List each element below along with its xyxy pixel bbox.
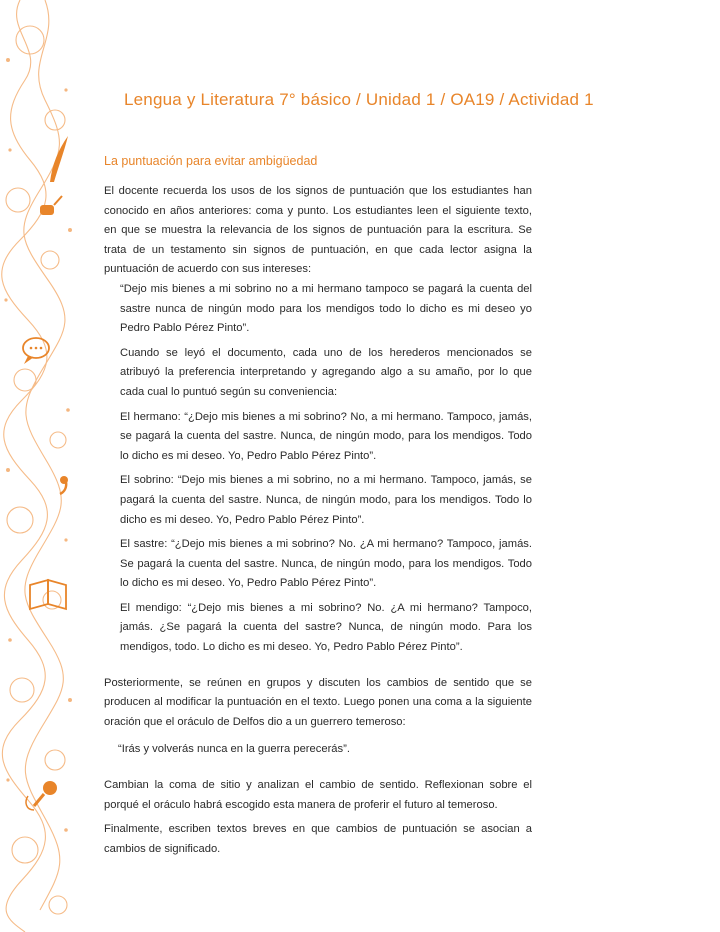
nephew-interpretation: El sobrino: “Dejo mis bienes a mi sobrino, no a mi hermano. Tampoco, jamás, se pagará la cuenta del sastre. Nunca, de ningún modo, para los mendigos. Todo lo dicho es mi deseo. Yo, Pedro Pablo Pérez Pinto”.	[120, 474, 532, 526]
comma-icon	[60, 476, 68, 494]
when-read-paragraph: Cuando se leyó el documento, cada uno de los herederos mencionados se atribuyó la preferencia interpretando y agregando algo a su amaño, por lo que cada cual lo puntuó según su conveniencia:	[120, 346, 532, 398]
tailor-interpretation: El sastre: “¿Dejo mis bienes a mi sobrino? No. ¿A mi hermano? Tampoco, jamás. Se pagará la cuenta del sastre. Nunca, de ningún modo, para los mendigos. Todo lo dicho es mi deseo. Yo, Pedro Pablo Pérez Pinto”.	[120, 538, 532, 590]
section-title: La puntuación para evitar ambigüedad	[104, 154, 318, 168]
explain-paragraph: Cambian la coma de sitio y analizan el cambio de sentido. Reflexionan sobre el porqué el oráculo habrá escogido esta manera de proferir el futuro al temeroso.	[104, 779, 532, 811]
brother-interpretation: El hermano: “¿Dejo mis bienes a mi sobrino? No, a mi hermano. Tampoco, jamás, se pagará la cuenta del sastre. Nunca, de ningún modo, para los mendigos. Todo lo dicho es mi deseo. Yo, Pedro Pablo Pérez Pinto”.	[120, 410, 532, 462]
microphone-icon	[26, 781, 57, 810]
later-paragraph: Posteriormente, se reúnen en grupos y discuten los cambios de sentido que se producen al modificar la puntuación en el texto. Luego ponen una coma a la siguiente oración que el oráculo de Delfos dio a un guerrero temeroso:	[104, 676, 532, 728]
oracle-quote: “Irás y volverás nunca en la guerra perecerás”.	[118, 743, 350, 756]
testament-quote: “Dejo mis bienes a mi sobrino no a mi hermano tampoco se pagará la cuenta del sastre nunca de ningún modo para los mendigos todo lo dicho es mi deseo yo Pedro Pablo Pérez Pinto”.	[120, 282, 532, 335]
page-header-title: Lengua y Literatura 7° básico / Unidad 1 / OA19 / Actividad 1	[124, 90, 594, 109]
decorative-swirl-border	[0, 0, 80, 932]
intro-paragraph: El docente recuerda los usos de los signos de puntuación que los estudiantes han conocido en años anteriores: coma y punto. Los estudiantes leen el siguiente texto, en que se muestra la relevancia de los signos de puntuación para la escritura. Se trata de un testamento sin signos de puntuación, en que cada lector asigna la puntuación de acuerdo con sus intereses:	[104, 185, 532, 276]
main-content	[104, 154, 532, 859]
open-book-icon	[30, 580, 66, 609]
speech-bubble-icon	[23, 338, 49, 364]
finally-paragraph: Finalmente, escriben textos breves en que cambios de puntuación se asocian a cambios de significado.	[104, 823, 532, 855]
beggar-interpretation: El mendigo: “¿Dejo mis bienes a mi sobrino? No. ¿A mi hermano? Tampoco, jamás. ¿Se pagará la cuenta del sastre? Nunca, de ningún modo. Para los mendigos, todo. Lo dicho es mi deseo. Yo, Pedro Pablo Pérez Pinto”.	[120, 601, 532, 654]
hand-writing-icon	[40, 196, 62, 215]
